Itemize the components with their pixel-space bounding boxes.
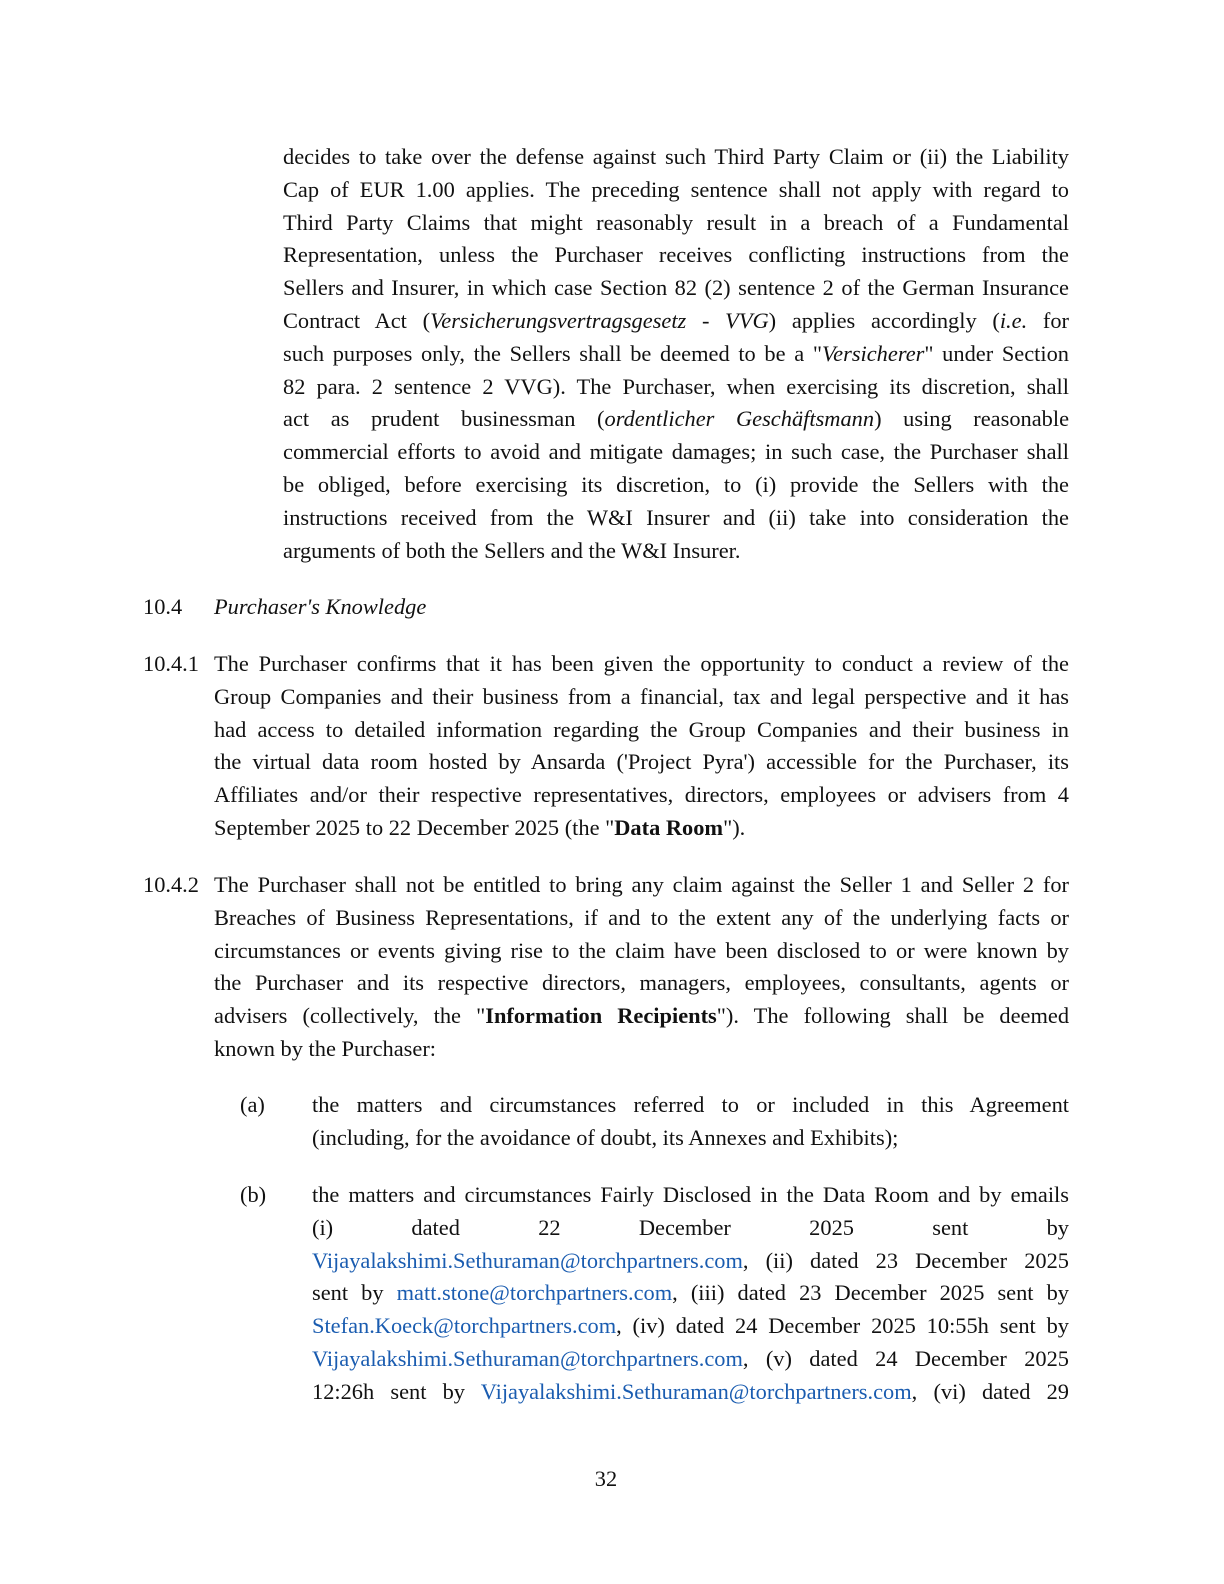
text-line [283, 174, 1069, 207]
text-line [312, 1179, 1069, 1212]
text-segment: the Purchaser and its respective directors, managers, employees, consultants, agents or [214, 970, 1069, 996]
text-segment: , (v) dated 24 December 2025 [742, 1345, 1069, 1371]
text-segment: decides to take over the defense against such Third Party Claim or (ii) the Liability [283, 144, 1069, 169]
text-segment: such purposes only, the Sellers shall be deemed to be a " [283, 340, 822, 366]
text-segment: arguments of both the Sellers and the W&I Insurer. [283, 537, 741, 563]
clause-number: (b) [240, 1182, 267, 1207]
text-segment: , (ii) dated 23 December 2025 [742, 1247, 1069, 1273]
text-segment: for [1027, 307, 1069, 333]
text-segment: sent by [312, 1280, 397, 1306]
text-segment: known by the Purchaser: [214, 1035, 436, 1061]
text-line [214, 967, 1069, 1000]
text-segment: the virtual data room hosted by Ansarda ('Project Pyra') accessible for the Purchaser, its [214, 749, 1069, 775]
text-line [312, 1310, 1069, 1343]
item-b [312, 1179, 1069, 1409]
clause-number: 10.4 [143, 594, 183, 619]
text-segment: Contract Act ( [283, 307, 431, 333]
text-segment: Breaches of Business Representations, if and to the extent any of the underlying facts or [214, 904, 1069, 930]
text-line [283, 403, 1069, 436]
text-line [283, 436, 1069, 469]
text-segment: Third Party Claims that might reasonably result in a breach of a Fundamental [283, 209, 1069, 235]
text-line [312, 1089, 1069, 1122]
text-line [214, 714, 1069, 747]
defined-term: Data Room [614, 814, 724, 840]
text-segment: advisers (collectively, the " [214, 1003, 486, 1029]
clause-10-4-1 [214, 648, 1069, 845]
text-line [214, 812, 1069, 845]
text-line [283, 207, 1069, 240]
text-line [214, 1033, 1069, 1066]
email-link[interactable]: Vijayalakshimi.Sethuraman@torchpartners.com [312, 1345, 743, 1371]
email-link[interactable]: Stefan.Koeck@torchpartners.com [312, 1313, 617, 1339]
text-segment: Affiliates and/or their respective representatives, directors, employees or advisers from 4 [214, 782, 1069, 808]
continued-paragraph [283, 141, 1069, 567]
text-segment: "). [723, 814, 746, 840]
text-line [283, 305, 1069, 338]
text-line [312, 1245, 1069, 1278]
item-a [312, 1089, 1069, 1155]
text-line [214, 746, 1069, 779]
text-line [214, 902, 1069, 935]
clause-number: 10.4.1 [143, 651, 199, 676]
italic-text: Versicherer [821, 340, 925, 366]
text-line [214, 935, 1069, 968]
text-segment: , (vi) dated 29 [911, 1378, 1069, 1404]
text-line [214, 1000, 1069, 1033]
text-segment: , (iv) dated 24 December 2025 10:55h sent by [616, 1313, 1069, 1339]
text-segment: (including, for the avoidance of doubt, its Annexes and Exhibits); [312, 1124, 899, 1150]
text-segment: Representation, unless the Purchaser receives conflicting instructions from the [283, 242, 1069, 268]
text-line [283, 469, 1069, 502]
text-line [283, 338, 1069, 371]
clause-10-4-2 [214, 869, 1069, 1066]
text-segment: the matters and circumstances referred to or included in this Agreement [312, 1092, 1069, 1117]
text-segment: Sellers and Insurer, in which case Section 82 (2) sentence 2 of the German Insurance [283, 275, 1069, 301]
text-segment: " under Section [924, 340, 1069, 366]
text-segment: instructions received from the W&I Insurer and (ii) take into consideration the [283, 504, 1069, 530]
clause-number: (a) [240, 1092, 265, 1117]
text-line [312, 1343, 1069, 1376]
text-segment: the matters and circumstances Fairly Disclosed in the Data Room and by emails [312, 1182, 1069, 1207]
text-line [312, 1277, 1069, 1310]
text-line [312, 1122, 1069, 1155]
text-line [283, 239, 1069, 272]
text-segment: circumstances or events giving rise to the claim have been disclosed to or were known by [214, 937, 1069, 963]
italic-text: Versicherungsvertragsgesetz - VVG [430, 307, 769, 333]
text-segment: 82 para. 2 sentence 2 VVG). The Purchaser, when exercising its discretion, shall [283, 373, 1069, 399]
text-segment: (i) dated 22 December 2025 sent by [312, 1214, 1069, 1240]
text-segment: ) applies accordingly ( [768, 307, 1000, 333]
text-segment: "). The following shall be deemed [716, 1003, 1070, 1029]
page-number: 32 [594, 1466, 618, 1491]
text-segment: Group Companies and their business from a financial, tax and legal perspective and it has [214, 683, 1069, 709]
text-segment: The Purchaser shall not be entitled to bring any claim against the Seller 1 and Seller 2 for [214, 872, 1069, 897]
text-segment: The Purchaser confirms that it has been given the opportunity to conduct a review of the [214, 651, 1069, 676]
italic-text: Purchaser's Knowledge [214, 594, 427, 619]
text-segment: be obliged, before exercising its discretion, to (i) provide the Sellers with the [283, 471, 1069, 497]
text-line [214, 779, 1069, 812]
text-segment: 12:26h sent by [312, 1378, 481, 1404]
text-segment: , (iii) dated 23 December 2025 sent by [672, 1280, 1070, 1306]
text-segment: Cap of EUR 1.00 applies. The preceding sentence shall not apply with regard to [283, 176, 1069, 202]
email-link[interactable]: Vijayalakshimi.Sethuraman@torchpartners.com [480, 1378, 912, 1404]
text-line [312, 1212, 1069, 1245]
email-link[interactable]: matt.stone@torchpartners.com [396, 1280, 673, 1306]
clause-number: 10.4.2 [143, 872, 199, 897]
text-line [283, 502, 1069, 535]
text-line [214, 681, 1069, 714]
text-line [283, 535, 1069, 568]
text-line [214, 591, 1069, 624]
email-link[interactable]: Vijayalakshimi.Sethuraman@torchpartners.com [312, 1247, 743, 1273]
section-10-4-heading [214, 591, 1069, 624]
text-segment: September 2025 to 22 December 2025 (the " [214, 814, 615, 840]
text-segment: commercial efforts to avoid and mitigate damages; in such case, the Purchaser shall [283, 439, 1069, 465]
text-line [312, 1376, 1069, 1409]
defined-term: Information Recipients [485, 1003, 717, 1029]
text-line [283, 371, 1069, 404]
text-segment: act as prudent businessman ( [283, 406, 605, 432]
text-line [214, 648, 1069, 681]
text-line [283, 272, 1069, 305]
italic-text: i.e. [999, 307, 1028, 333]
italic-text: ordentlicher Geschäftsmann [604, 406, 875, 432]
text-line [214, 869, 1069, 902]
text-segment: ) using reasonable [874, 406, 1070, 432]
text-line [283, 141, 1069, 174]
text-segment: had access to detailed information regarding the Group Companies and their business in [214, 716, 1069, 742]
